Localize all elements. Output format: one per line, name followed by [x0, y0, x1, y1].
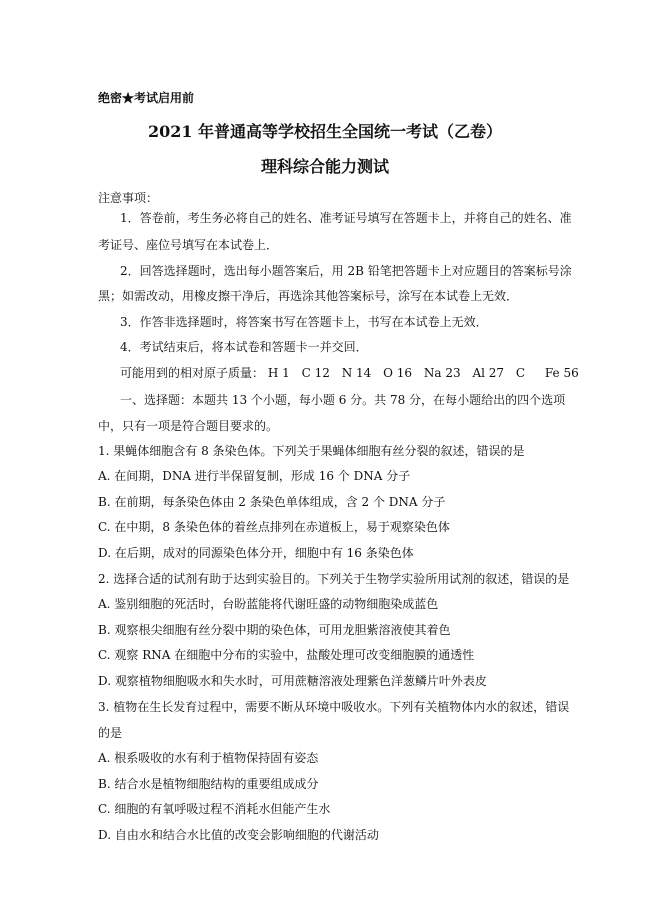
question-3-stem-line-1: 3. 植物在生长发育过程中，需要不断从环境中吸收水。下列有关植物体内水的叙述，错误 [98, 700, 570, 714]
question-3-option-d: D. 自由水和结合水比值的改变会影响细胞的代谢活动 [98, 828, 379, 842]
atomic-mass-value: C [515, 366, 526, 380]
atomic-mass-value: Fe 56 [544, 366, 579, 380]
notes-heading: 注意事项： [98, 191, 159, 205]
atomic-mass-value: Al 27 [472, 366, 505, 380]
question-2-option-d: D. 观察植物细胞吸水和失水时，可用蔗糖溶液处理紫色洋葱鳞片叶外表皮 [98, 674, 487, 688]
question-1-option-b: B. 在前期，每条染色体由 2 条染色单体组成，含 2 个 DNA 分子 [98, 495, 446, 509]
question-1-option-a: A. 在间期，DNA 进行半保留复制，形成 16 个 DNA 分子 [98, 469, 411, 483]
atomic-mass-value: Na 23 [423, 366, 461, 380]
question-1-option-c: C. 在中期，8 条染色体的着丝点排列在赤道板上，易于观察染色体 [98, 520, 450, 534]
section-intro-line-1: 一、选择题：本题共 13 个小题，每小题 6 分。共 78 分，在每小题给出的四个选项 [120, 393, 566, 407]
question-2-option-a: A. 鉴别细胞的死活时，台盼蓝能将代谢旺盛的动物细胞染成蓝色 [98, 597, 439, 611]
question-3-option-a: A. 根系吸收的水有利于植物保持固有姿态 [98, 751, 319, 765]
note-item-1-line-2: 考证号、座位号填写在本试卷上． [98, 238, 279, 252]
note-item-2-line-1: 2．回答选择题时，选出每小题答案后，用 2B 铅笔把答题卡上对应题目的答案标号涂 [120, 264, 572, 278]
section-intro-line-2: 中，只有一项是符合题目要求的。 [98, 419, 279, 433]
note-item-3: 3．作答非选择题时，将答案书写在答题卡上，书写在本试卷上无效． [120, 315, 488, 329]
atomic-mass-value: H 1 [267, 366, 290, 380]
atomic-mass-value: O 16 [383, 366, 413, 380]
note-item-1-line-1: 1．答卷前，考生务必将自己的姓名、准考证号填写在答题卡上，并将自己的姓名、准 [120, 211, 572, 225]
atomic-masses-label: 可能用到的相对原子质量： [120, 366, 265, 380]
atomic-mass-value: N 14 [341, 366, 372, 380]
note-item-4: 4．考试结束后，将本试卷和答题卡一并交回． [120, 340, 368, 354]
question-2-option-b: B. 观察根尖细胞有丝分裂中期的染色体，可用龙胆紫溶液使其着色 [98, 623, 451, 637]
note-item-2-line-2: 黑；如需改动，用橡皮擦干净后，再选涂其他答案标号，涂写在本试卷上无效． [98, 289, 519, 303]
question-1-option-d: D. 在后期，成对的同源染色体分开，细胞中有 16 条染色体 [98, 546, 414, 560]
question-3-option-c: C. 细胞的有氧呼吸过程不消耗水但能产生水 [98, 802, 331, 816]
question-1-stem: 1. 果蝇体细胞含有 8 条染色体。下列关于果蝇体细胞有丝分裂的叙述，错误的是 [98, 444, 525, 458]
atomic-masses [120, 365, 579, 381]
question-2-stem: 2. 选择合适的试剂有助于达到实验目的。下列关于生物学实验所用试剂的叙述，错误的是 [98, 572, 570, 586]
secret-label: 绝密★考试启用前 [98, 91, 195, 105]
question-3-option-b: B. 结合水是植物细胞结构的重要组成成分 [98, 777, 319, 791]
exam-title: 2021 年普通高等学校招生全国统一考试（乙卷） [147, 122, 503, 141]
question-3-stem-line-2: 的是 [98, 726, 123, 740]
question-2-option-c: C. 观察 RNA 在细胞中分布的实验中，盐酸处理可改变细胞膜的通透性 [98, 648, 475, 662]
atomic-mass-value: C 12 [301, 366, 330, 380]
exam-subtitle: 理科综合能力测试 [260, 157, 389, 176]
